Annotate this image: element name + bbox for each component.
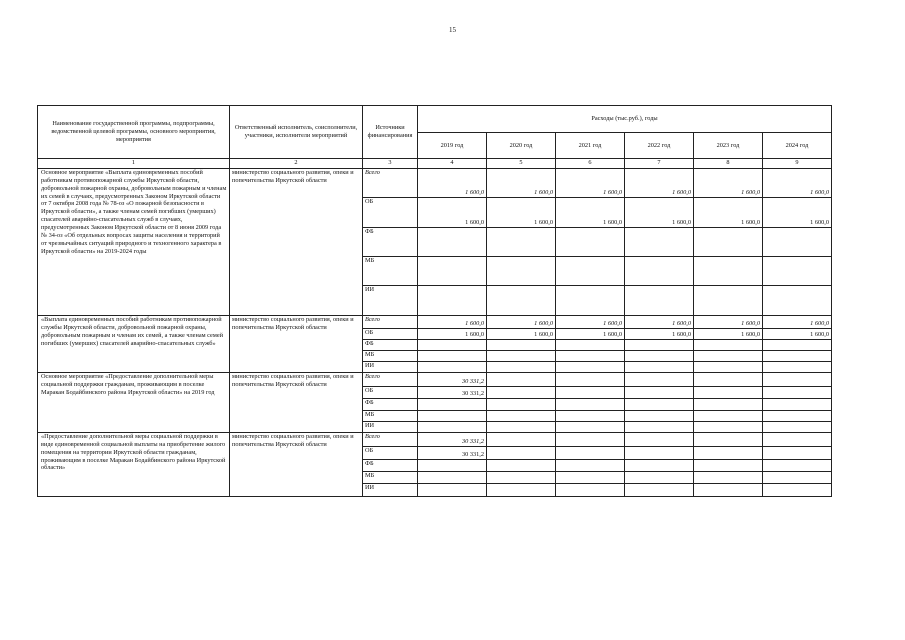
amount-cell <box>418 228 487 257</box>
amount-cell <box>487 484 556 497</box>
amount-cell <box>487 387 556 399</box>
amount-cell: 1 600,0 <box>694 198 763 228</box>
amount-cell: 1 600,0 <box>418 169 487 198</box>
column-number: 2 <box>230 159 363 169</box>
column-number: 4 <box>418 159 487 169</box>
amount-cell <box>487 460 556 472</box>
funding-source-cell: ОБ <box>363 387 418 399</box>
amount-cell <box>763 362 832 373</box>
amount-cell: 1 600,0 <box>418 316 487 329</box>
header-year: 2022 год <box>625 133 694 159</box>
amount-cell <box>487 411 556 422</box>
header-year: 2024 год <box>763 133 832 159</box>
column-numbers-row <box>38 159 832 169</box>
amount-cell <box>694 422 763 433</box>
column-number: 5 <box>487 159 556 169</box>
amount-cell <box>763 399 832 411</box>
table-row <box>38 169 832 198</box>
amount-cell: 1 600,0 <box>763 329 832 340</box>
amount-cell <box>556 484 625 497</box>
column-number: 6 <box>556 159 625 169</box>
funding-source-cell: ФБ <box>363 460 418 472</box>
amount-cell <box>694 460 763 472</box>
table-row <box>38 433 832 447</box>
amount-cell: 1 600,0 <box>487 169 556 198</box>
amount-cell <box>556 472 625 484</box>
column-number: 3 <box>363 159 418 169</box>
amount-cell: 1 600,0 <box>625 169 694 198</box>
funding-source-cell: МБ <box>363 257 418 286</box>
amount-cell <box>487 228 556 257</box>
funding-source-cell: ОБ <box>363 329 418 340</box>
funding-source-cell: ИИ <box>363 422 418 433</box>
table-row <box>38 316 832 329</box>
amount-cell <box>763 373 832 387</box>
amount-cell <box>694 340 763 351</box>
amount-cell <box>694 411 763 422</box>
amount-cell <box>625 447 694 460</box>
funding-source-cell: МБ <box>363 472 418 484</box>
funding-source-cell: Всего <box>363 373 418 387</box>
budget-table <box>37 105 832 497</box>
amount-cell <box>418 340 487 351</box>
amount-cell <box>556 340 625 351</box>
amount-cell <box>556 286 625 316</box>
table-row <box>38 373 832 387</box>
funding-source-cell: ИИ <box>363 286 418 316</box>
amount-cell <box>418 411 487 422</box>
amount-cell <box>556 387 625 399</box>
amount-cell <box>694 362 763 373</box>
amount-cell <box>487 422 556 433</box>
amount-cell <box>625 373 694 387</box>
column-number: 9 <box>763 159 832 169</box>
header-year: 2023 год <box>694 133 763 159</box>
amount-cell <box>418 472 487 484</box>
amount-cell <box>763 257 832 286</box>
column-number: 1 <box>38 159 230 169</box>
amount-cell <box>625 351 694 362</box>
amount-cell: 1 600,0 <box>556 316 625 329</box>
amount-cell: 1 600,0 <box>763 169 832 198</box>
amount-cell <box>625 472 694 484</box>
column-number: 7 <box>625 159 694 169</box>
funding-source-cell: МБ <box>363 351 418 362</box>
amount-cell <box>763 351 832 362</box>
amount-cell: 1 600,0 <box>556 329 625 340</box>
amount-cell: 1 600,0 <box>694 169 763 198</box>
funding-source-cell: ОБ <box>363 447 418 460</box>
executor-cell: министерство социального развития, опеки и попечительства Иркутской области <box>230 373 363 433</box>
amount-cell <box>694 257 763 286</box>
amount-cell: 1 600,0 <box>418 198 487 228</box>
amount-cell <box>487 472 556 484</box>
amount-cell <box>556 433 625 447</box>
amount-cell <box>556 447 625 460</box>
amount-cell <box>694 286 763 316</box>
amount-cell <box>625 362 694 373</box>
amount-cell <box>763 433 832 447</box>
amount-cell <box>556 228 625 257</box>
amount-cell: 1 600,0 <box>625 316 694 329</box>
amount-cell <box>556 257 625 286</box>
amount-cell <box>763 387 832 399</box>
funding-source-cell: Всего <box>363 316 418 329</box>
amount-cell <box>694 399 763 411</box>
amount-cell <box>418 460 487 472</box>
amount-cell <box>418 257 487 286</box>
amount-cell: 1 600,0 <box>487 198 556 228</box>
amount-cell <box>625 257 694 286</box>
amount-cell: 1 600,0 <box>556 198 625 228</box>
amount-cell <box>487 362 556 373</box>
program-name-cell: Основное мероприятие «Выплата единовременных пособий работникам противопожарной службы Иркутской области, добровольной пожарной охраны, добровольным пожарным и членам их семей в случаях, предусмотренных Законом Иркутской области от 7 октября 2008 года № 78-оз «О пожарной безопасности в Иркутской области», а также членам семей погибших (умерших) спасателей аварийно-спасательных служб в случаях, предусмотренных Законом Иркутской области от 8 июня 2009 года № 34-оз «Об отдельных вопросах защиты населения и территорий от чрезвычайных ситуаций природного и техногенного характера в Иркутской области» на 2019-2024 годы <box>38 169 230 316</box>
amount-cell <box>418 362 487 373</box>
amount-cell: 1 600,0 <box>556 169 625 198</box>
header-funding-source: Источники финансирования <box>363 106 418 159</box>
amount-cell <box>763 484 832 497</box>
amount-cell <box>763 422 832 433</box>
amount-cell <box>556 373 625 387</box>
amount-cell <box>625 411 694 422</box>
amount-cell <box>418 484 487 497</box>
amount-cell: 1 600,0 <box>763 198 832 228</box>
amount-cell <box>418 399 487 411</box>
amount-cell: 30 331,2 <box>418 387 487 399</box>
header-year: 2021 год <box>556 133 625 159</box>
amount-cell <box>487 373 556 387</box>
header-year: 2019 год <box>418 133 487 159</box>
amount-cell <box>556 422 625 433</box>
amount-cell <box>763 228 832 257</box>
amount-cell <box>625 286 694 316</box>
funding-source-cell: МБ <box>363 411 418 422</box>
amount-cell <box>625 340 694 351</box>
header-program-name: Наименование государственной программы, подпрограммы, ведомственной целевой программы, основного мероприятия, мероприятия <box>38 106 230 159</box>
executor-cell: министерство социального развития, опеки и попечительства Иркутской области <box>230 316 363 373</box>
amount-cell <box>487 447 556 460</box>
funding-source-cell: ФБ <box>363 399 418 411</box>
program-name-cell: Основное мероприятие «Предоставление дополнительной меры социальной поддержки гражданам, проживающим в поселке Маракан Бодайбинского района Иркутской области» на 2019 год <box>38 373 230 433</box>
amount-cell <box>556 460 625 472</box>
amount-cell <box>694 228 763 257</box>
header-executor: Ответственный исполнитель, соисполнители, участники, исполнители мероприятий <box>230 106 363 159</box>
amount-cell <box>694 351 763 362</box>
amount-cell <box>487 340 556 351</box>
amount-cell <box>694 433 763 447</box>
amount-cell: 1 600,0 <box>694 329 763 340</box>
program-name-cell: «Выплата единовременных пособий работникам противопожарной службы Иркутской области, добровольной пожарной охраны, добровольным пожарным и членам их семей, а также членам семей погибших (умерших) спасателей аварийно-спасательных служб» <box>38 316 230 373</box>
amount-cell <box>625 433 694 447</box>
amount-cell <box>487 433 556 447</box>
column-number: 8 <box>694 159 763 169</box>
funding-source-cell: Всего <box>363 169 418 198</box>
amount-cell <box>694 447 763 460</box>
amount-cell <box>625 422 694 433</box>
executor-cell: министерство социального развития, опеки и попечительства Иркутской области <box>230 433 363 497</box>
amount-cell <box>418 351 487 362</box>
funding-source-cell: ИИ <box>363 484 418 497</box>
amount-cell <box>418 286 487 316</box>
amount-cell <box>487 399 556 411</box>
amount-cell <box>556 399 625 411</box>
amount-cell <box>556 362 625 373</box>
amount-cell <box>418 422 487 433</box>
amount-cell: 1 600,0 <box>694 316 763 329</box>
amount-cell <box>694 484 763 497</box>
amount-cell <box>625 484 694 497</box>
amount-cell <box>487 257 556 286</box>
amount-cell: 1 600,0 <box>487 329 556 340</box>
funding-source-cell: ФБ <box>363 340 418 351</box>
amount-cell <box>694 373 763 387</box>
amount-cell: 30 331,2 <box>418 433 487 447</box>
amount-cell: 1 600,0 <box>763 316 832 329</box>
amount-cell <box>625 399 694 411</box>
amount-cell <box>763 472 832 484</box>
executor-cell: министерство социального развития, опеки и попечительства Иркутской области <box>230 169 363 316</box>
amount-cell <box>487 286 556 316</box>
amount-cell: 30 331,2 <box>418 447 487 460</box>
program-name-cell: «Предоставление дополнительной меры социальной поддержки в виде единовременной социальной выплаты на приобретение жилого помещения на территории Иркутской области гражданам, проживающим в поселке Маракан Бодайбинского района Иркутской области» <box>38 433 230 497</box>
header-year: 2020 год <box>487 133 556 159</box>
amount-cell <box>694 472 763 484</box>
amount-cell: 30 331,2 <box>418 373 487 387</box>
amount-cell <box>763 340 832 351</box>
amount-cell: 1 600,0 <box>418 329 487 340</box>
amount-cell <box>763 460 832 472</box>
amount-cell <box>625 460 694 472</box>
amount-cell <box>556 351 625 362</box>
funding-source-cell: ОБ <box>363 198 418 228</box>
amount-cell <box>625 387 694 399</box>
amount-cell <box>763 447 832 460</box>
funding-source-cell: ИИ <box>363 362 418 373</box>
amount-cell <box>487 351 556 362</box>
amount-cell: 1 600,0 <box>625 198 694 228</box>
funding-source-cell: ФБ <box>363 228 418 257</box>
funding-source-cell: Всего <box>363 433 418 447</box>
amount-cell <box>763 286 832 316</box>
header-expenses: Расходы (тыс.руб.), годы <box>418 106 832 133</box>
amount-cell <box>625 228 694 257</box>
amount-cell <box>763 411 832 422</box>
amount-cell: 1 600,0 <box>625 329 694 340</box>
amount-cell <box>694 387 763 399</box>
amount-cell <box>556 411 625 422</box>
amount-cell: 1 600,0 <box>487 316 556 329</box>
page-number: 15 <box>449 26 456 34</box>
